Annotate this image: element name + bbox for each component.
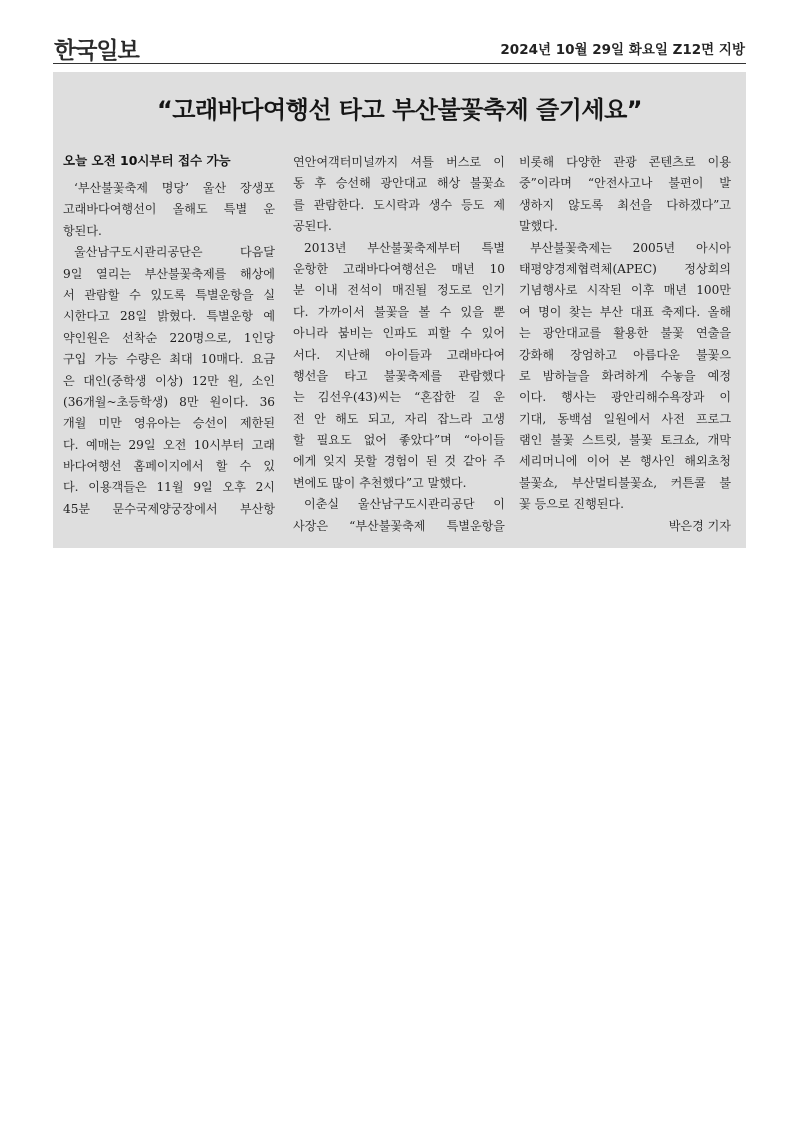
- body-line: 비롯해 다양한 관광 콘텐츠로 이용: [519, 155, 731, 169]
- body-line: 고래바다여행선이 올해도 특별 운: [63, 202, 275, 217]
- body-line: 연안여객터미널까지 셔틀 버스로 이: [293, 155, 505, 169]
- article-column-2: [293, 152, 505, 537]
- body-line: 공된다.: [293, 219, 332, 234]
- body-line: 사장은 “부산불꽃축제 특별운항을: [293, 518, 505, 533]
- body-line: 강화해 장엄하고 아름다운 불꽃으: [519, 347, 731, 362]
- body-line: 개월 미만 영유아는 승선이 제한된: [63, 416, 275, 431]
- body-line: 기대, 동백섬 일원에서 사전 프로그: [519, 411, 731, 426]
- body-line: 는 김선우(43)씨는 “혼잡한 길 운: [293, 390, 505, 405]
- body-line: 서다. 지난해 아이들과 고래바다여: [293, 347, 505, 362]
- body-line: 다. 가까이서 불꽃을 볼 수 있을 뿐: [293, 304, 505, 319]
- body-line: 구입 가능 수량은 최대 10매다. 요금: [63, 352, 275, 367]
- body-line: 항된다.: [63, 223, 102, 238]
- body-line: 를 관람한다. 도시락과 생수 등도 제: [293, 197, 505, 212]
- body-line: 시한다고 28일 밝혔다. 특별운항 예: [63, 309, 275, 324]
- newspaper-logo: 한국일보: [54, 38, 139, 64]
- body-line: ‘부산불꽃축제 명당’ 울산 장생포: [74, 181, 275, 195]
- body-line: 서 관람할 수 있도록 특별운항을 실: [63, 287, 275, 302]
- body-line: 중”이라며 “안전사고나 불편이 발: [519, 176, 731, 191]
- article-headline: “고래바다여행선 타고 부산불꽃축제 즐기세요”: [156, 96, 643, 124]
- body-line: 불꽃쇼, 부산멀티불꽃쇼, 커튼콜 불: [519, 475, 731, 490]
- article-column-3: [519, 152, 731, 537]
- body-line: 이다. 행사는 광안리해수욕장과 이: [519, 390, 731, 405]
- body-line: 운항한 고래바다여행선은 매년 10: [293, 261, 505, 276]
- body-line: 는 광안대교를 활용한 불꽃 연출을: [519, 326, 731, 341]
- body-line: (36개월~초등학생) 8만 원이다. 36: [63, 394, 275, 409]
- body-line: 태평양경제협력체(APEC) 정상회의: [519, 261, 731, 276]
- body-line: 할 필요도 없어 좋았다”며 “아이들: [293, 433, 505, 448]
- body-line: 부산불꽃축제는 2005년 아시아: [530, 240, 731, 255]
- body-line: 생하지 않도록 최선을 다하겠다”고: [519, 197, 731, 212]
- body-line: 동 후 승선해 광안대교 해상 불꽃쇼: [293, 176, 505, 191]
- body-line: 45분 문수국제양궁장에서 부산항: [63, 501, 275, 516]
- body-line: 다. 예매는 29일 오전 10시부터 고래: [63, 437, 275, 452]
- masthead-rule: [53, 63, 746, 64]
- body-line: 램인 불꽃 스트릿, 불꽃 토크쇼, 개막: [519, 433, 731, 448]
- body-line: 분 이내 전석이 매진될 정도로 인기: [293, 283, 505, 298]
- body-line: 바다여행선 홈페이지에서 할 수 있: [63, 459, 275, 474]
- body-line: 은 대인(중학생 이상) 12만 원, 소인: [63, 373, 275, 388]
- article-clipping: [53, 72, 746, 548]
- body-line: 9일 열리는 부산불꽃축제를 해상에: [63, 266, 275, 281]
- body-line: 이춘실 울산남구도시관리공단 이: [304, 497, 505, 512]
- body-line: 세리머니에 이어 본 행사인 해외초청: [519, 454, 731, 469]
- body-line: 행선을 타고 불꽃축제를 관람했다: [293, 368, 505, 383]
- body-line: 울산남구도시관리공단은 다음달: [74, 245, 275, 260]
- body-line: 에게 잊지 못할 경험이 된 것 같아 주: [293, 454, 505, 469]
- body-line: 꽃 등으로 진행된다.: [519, 497, 624, 512]
- edition-info: 2024년 10월 29일 화요일 Z12면 지방: [500, 42, 745, 58]
- body-line: 말했다.: [519, 219, 558, 234]
- body-line: 여 명이 찾는 부산 대표 축제다. 올해: [519, 304, 731, 319]
- body-line: 아니라 붐비는 인파도 피할 수 있어: [293, 326, 505, 341]
- body-line: 로 밤하늘을 화려하게 수놓을 예정: [519, 368, 731, 383]
- body-line: 전 안 해도 되고, 자리 잡느라 고생: [293, 411, 505, 426]
- body-line: 기념행사로 시작된 이후 매년 100만: [519, 283, 731, 298]
- article-subhead: 오늘 오전 10시부터 접수 가능: [63, 153, 231, 168]
- article-column-1: [63, 150, 275, 520]
- body-line: 약인원은 선착순 220명으로, 1인당: [63, 330, 275, 345]
- body-line: 변에도 많이 추천했다”고 말했다.: [293, 475, 467, 490]
- body-line: 2013년 부산불꽃축제부터 특별: [304, 240, 505, 255]
- body-line: 다. 이용객들은 11월 9일 오후 2시: [63, 480, 275, 495]
- byline: 박은경 기자: [668, 518, 731, 533]
